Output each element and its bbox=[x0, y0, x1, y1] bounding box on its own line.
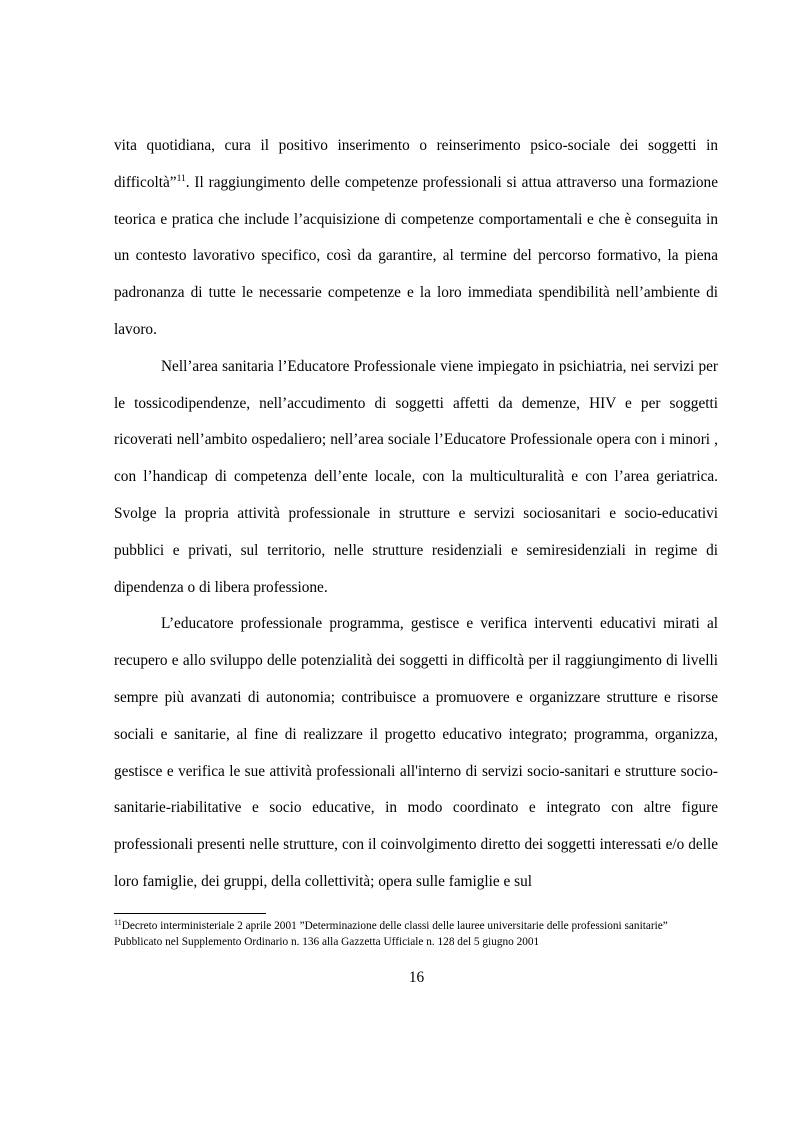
paragraph-2: Nell’area sanitaria l’Educatore Professionale viene impiegato in psichiatria, nei servizi per le tossicodipendenze, nell’accudimento di soggetti affetti da demenze, HIV e per soggetti ricoverati nell’ambito ospedaliero; nell’area sociale l’Educatore Professionale opera con i minori , con l’handicap di competenza dell’ente locale, con la multiculturalità e con l’area geriatrica. Svolge la propria attività professionale in strutture e servizi sociosanitari e socio-educativi pubblici e privati, sul territorio, nelle strutture residenziali e semiresidenziali in regime di dipendenza o di libera professione. bbox=[114, 357, 718, 596]
paragraph-1-text-end: . Il raggiungimento delle competenze professionali si attua attraverso una formazione teorica e pratica che include l’acquisizione di competenze comportamentali e che è conseguita in un contesto lavorativo specifico, così da garantire, al termine del percorso formativo, la piena padronanza di tutte le necessarie competenze e la loro immediata spendibilità nell’ambiente di lavoro. bbox=[114, 173, 718, 338]
body-text bbox=[114, 128, 718, 901]
page-number: 16 bbox=[408, 969, 425, 986]
footnote-separator bbox=[114, 913, 266, 914]
footnote-text: Decreto interministeriale 2 aprile 2001 ”Determinazione delle classi delle lauree universitarie delle professioni sanitarie” Pubblicato nel Supplemento Ordinario n. 136 alla Gazzetta Ufficiale n. 128 del 5 giugno 2001 bbox=[114, 920, 668, 949]
footnote-number: 11 bbox=[114, 918, 122, 927]
paragraph-1 bbox=[114, 128, 718, 349]
paragraph-1-text-start: vita quotidiana, cura il positivo inserimento o reinserimento psico-sociale dei soggetti in difficoltà” bbox=[114, 137, 718, 191]
paragraph-3: L’educatore professionale programma, gestisce e verifica interventi educativi mirati al recupero e allo sviluppo delle potenzialità dei soggetti in difficoltà per il raggiungimento di livelli sempre più avanzati di autonomia; contribuisce a promuovere e organizzare strutture e risorse sociali e sanitarie, al fine di realizzare il progetto educativo integrato; programma, organizza, gestisce e verifica le sue attività professionali all'interno di servizi socio-sanitari e strutture socio-sanitarie-riabilitative e socio educative, in modo coordinato e integrato con altre figure professionali presenti nelle strutture, con il coinvolgimento diretto dei soggetti interessati e/o delle loro famiglie, dei gruppi, della collettività; opera sulle famiglie e sul bbox=[114, 615, 718, 890]
footnote bbox=[114, 918, 718, 950]
footnote-reference[interactable]: 11 bbox=[176, 173, 186, 184]
